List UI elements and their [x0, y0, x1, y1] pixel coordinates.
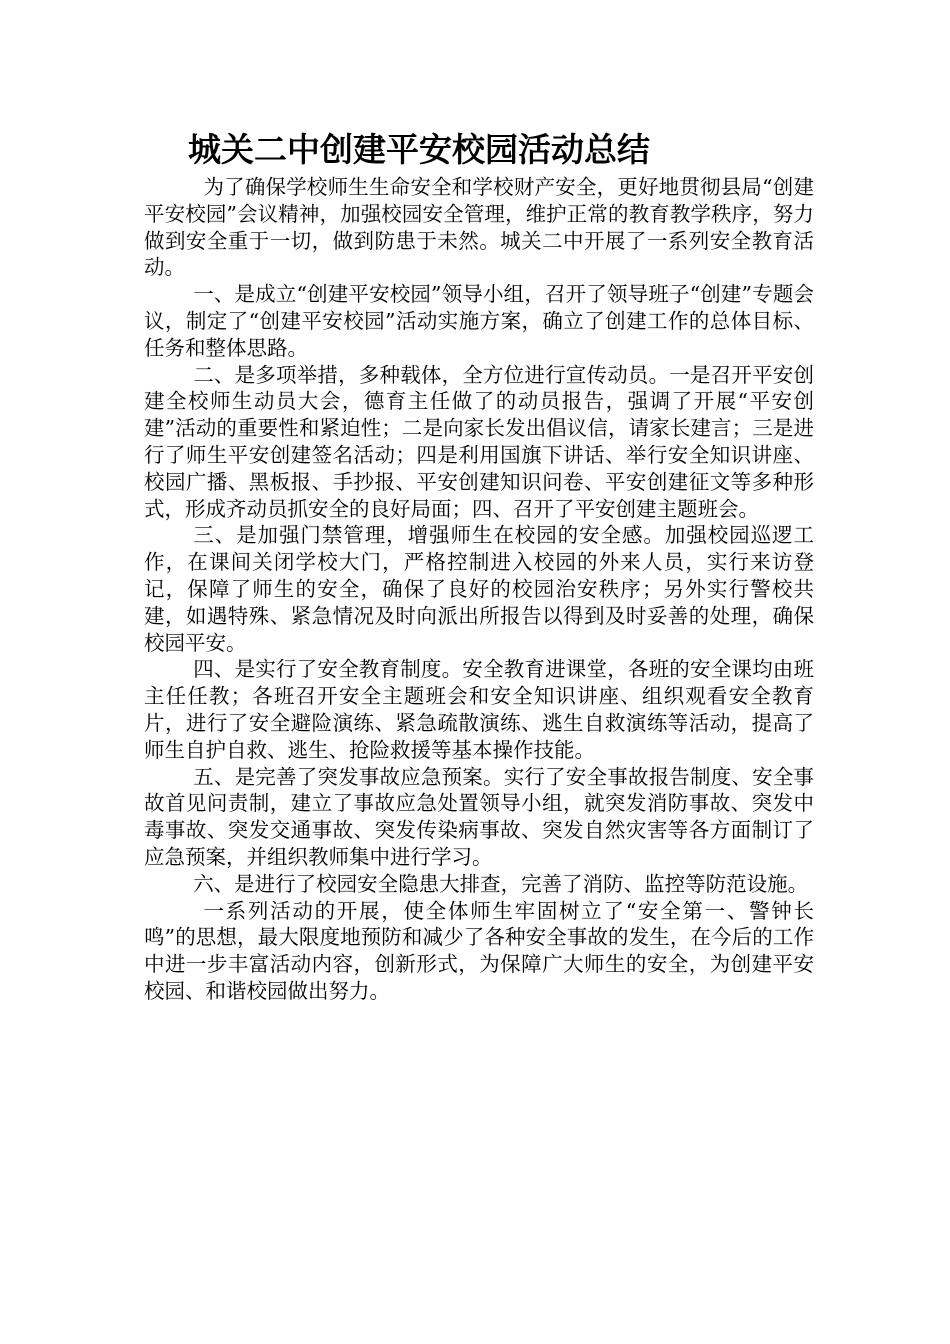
paragraph-conclusion: 一系列活动的开展，使全体师生牢固树立了“安全第一、警钟长鸣”的思想，最大限度地预防和减少了各种安全事故的发生，在今后的工作中进一步丰富活动内容，创新形式，为保障广大师生的安全，为创建平安校园、和谐校园做出努力。: [144, 898, 814, 1003]
paragraph-item-1: 一、是成立“创建平安校园”领导小组，召开了领导班子“创建”专题会议，制定了“创建平安校园”活动实施方案，确立了创建工作的总体目标、任务和整体思路。: [144, 282, 814, 360]
paragraph-intro: 为了确保学校师生生命安全和学校财产安全，更好地贯彻县局“创建平安校园”会议精神，加强校园安全管理，维护正常的教育教学秩序，努力做到安全重于一切，做到防患于未然。城关二中开展了一系列安全教育活动。: [144, 175, 814, 280]
paragraph-item-5: 五、是完善了突发事故应急预案。实行了安全事故报告制度、安全事故首见问责制，建立了事故应急处置领导小组，就突发消防事故、突发中毒事故、突发交通事故、突发传染病事故、突发自然灾害等各方面制订了应急预案，并组织教师集中进行学习。: [144, 764, 814, 869]
paragraph-item-3: 三、是加强门禁管理，增强师生在校园的安全感。加强校园巡逻工作，在课间关闭学校大门，严格控制进入校园的外来人员，实行来访登记，保障了师生的安全，确保了良好的校园治安秩序；另外实行警校共建，如遇特殊、紧急情况及时向派出所报告以得到及时妥善的处理，确保校园平安。: [144, 523, 814, 655]
paragraph-item-6: 六、是进行了校园安全隐患大排查，完善了消防、监控等防范设施。: [193, 871, 809, 896]
document-title: 城关二中创建平安校园活动总结: [188, 130, 650, 169]
document-body: [144, 174, 814, 1005]
paragraph-item-4: 四、是实行了安全教育制度。安全教育进课堂，各班的安全课均由班主任任教；各班召开安全主题班会和安全知识讲座、组织观看安全教育片，进行了安全避险演练、紧急疏散演练、逃生自救演练等活动，提高了师生自护自救、逃生、抢险救援等基本操作技能。: [144, 657, 814, 762]
paragraph-item-2: 二、是多项举措，多种载体，全方位进行宣传动员。一是召开平安创建全校师生动员大会，德育主任做了的动员报告，强调了开展“平安创建”活动的重要性和紧迫性；二是向家长发出倡议信，请家长建言；三是进行了师生平安创建签名活动；四是利用国旗下讲话、举行安全知识讲座、校园广播、黑板报、手抄报、平安创建知识问卷、平安创建征文等多种形式，形成齐动员抓安全的良好局面；四、召开了平安创建主题班会。: [144, 362, 814, 521]
